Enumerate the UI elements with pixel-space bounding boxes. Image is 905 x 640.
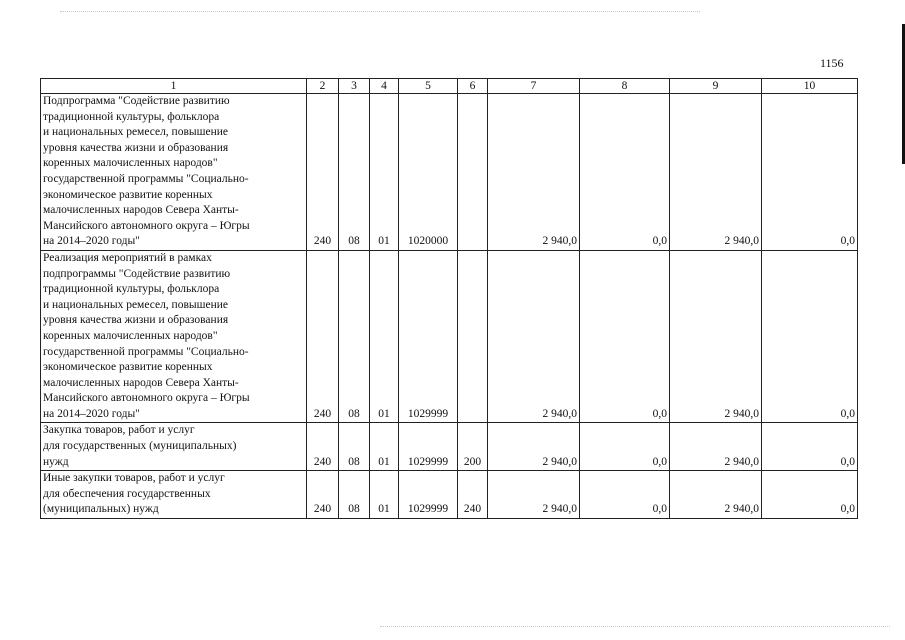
cell-c2: 240 xyxy=(307,250,339,423)
cell-c9: 2 940,0 xyxy=(670,250,762,423)
cell-c4: 01 xyxy=(370,250,399,423)
cell-c4: 01 xyxy=(370,423,399,471)
cell-c10: 0,0 xyxy=(762,471,858,519)
cell-c8: 0,0 xyxy=(580,423,670,471)
cell-c7: 2 940,0 xyxy=(488,471,580,519)
cell-c10: 0,0 xyxy=(762,250,858,423)
cell-c3: 08 xyxy=(339,250,370,423)
header-cell-9: 9 xyxy=(670,79,762,94)
cell-c8: 0,0 xyxy=(580,250,670,423)
row-name: Иные закупки товаров, работ и услуг для обеспечения государственных (муниципальных) нужд xyxy=(41,471,307,519)
header-cell-1: 1 xyxy=(41,79,307,94)
cell-c8: 0,0 xyxy=(580,94,670,251)
cell-c3: 08 xyxy=(339,471,370,519)
header-cell-4: 4 xyxy=(370,79,399,94)
cell-c5: 1029999 xyxy=(399,250,458,423)
cell-c9: 2 940,0 xyxy=(670,423,762,471)
cell-c2: 240 xyxy=(307,471,339,519)
cell-c3: 08 xyxy=(339,423,370,471)
table-row xyxy=(41,250,858,423)
header-cell-3: 3 xyxy=(339,79,370,94)
header-cell-5: 5 xyxy=(399,79,458,94)
page-number: 1156 xyxy=(820,56,844,70)
cell-c2: 240 xyxy=(307,94,339,251)
cell-c9: 2 940,0 xyxy=(670,471,762,519)
cell-c6: 200 xyxy=(458,423,488,471)
cell-c5: 1020000 xyxy=(399,94,458,251)
cell-c7: 2 940,0 xyxy=(488,250,580,423)
row-name: Подпрограмма "Содействие развитию традиционной культуры, фольклора и национальных ремесел, повышение уровня качества жизни и образования коренных малочисленных народов" государственной программы "Социально- экономическое развитие коренных малочисленных народов Севера Ханты- Мансийского автономного округа – Югры на 2014–2020 годы" xyxy=(41,94,307,251)
cell-c5: 1029999 xyxy=(399,423,458,471)
budget-table xyxy=(40,78,858,519)
scan-noise-bottom xyxy=(380,626,890,629)
header-row xyxy=(41,79,858,94)
header-cell-6: 6 xyxy=(458,79,488,94)
header-cell-10: 10 xyxy=(762,79,858,94)
table-row xyxy=(41,423,858,471)
header-cell-2: 2 xyxy=(307,79,339,94)
cell-c5: 1029999 xyxy=(399,471,458,519)
cell-c9: 2 940,0 xyxy=(670,94,762,251)
cell-c4: 01 xyxy=(370,94,399,251)
cell-c10: 0,0 xyxy=(762,423,858,471)
cell-c4: 01 xyxy=(370,471,399,519)
cell-c3: 08 xyxy=(339,94,370,251)
cell-c7: 2 940,0 xyxy=(488,94,580,251)
table-row xyxy=(41,471,858,519)
scan-noise-top xyxy=(60,11,700,14)
cell-c6 xyxy=(458,250,488,423)
header-cell-8: 8 xyxy=(580,79,670,94)
cell-c7: 2 940,0 xyxy=(488,423,580,471)
row-name: Закупка товаров, работ и услуг для государственных (муниципальных) нужд xyxy=(41,423,307,471)
cell-c6: 240 xyxy=(458,471,488,519)
table-row xyxy=(41,94,858,251)
cell-c10: 0,0 xyxy=(762,94,858,251)
cell-c8: 0,0 xyxy=(580,471,670,519)
header-cell-7: 7 xyxy=(488,79,580,94)
cell-c6 xyxy=(458,94,488,251)
row-name: Реализация мероприятий в рамках подпрограммы "Содействие развитию традиционной культуры, фольклора и национальных ремесел, повышение уровня качества жизни и образования коренных малочисленных народов" государственной программы "Социально- экономическое развитие коренных малочисленных народов Севера Ханты- Мансийского автономного округа – Югры на 2014–2020 годы" xyxy=(41,250,307,423)
cell-c2: 240 xyxy=(307,423,339,471)
